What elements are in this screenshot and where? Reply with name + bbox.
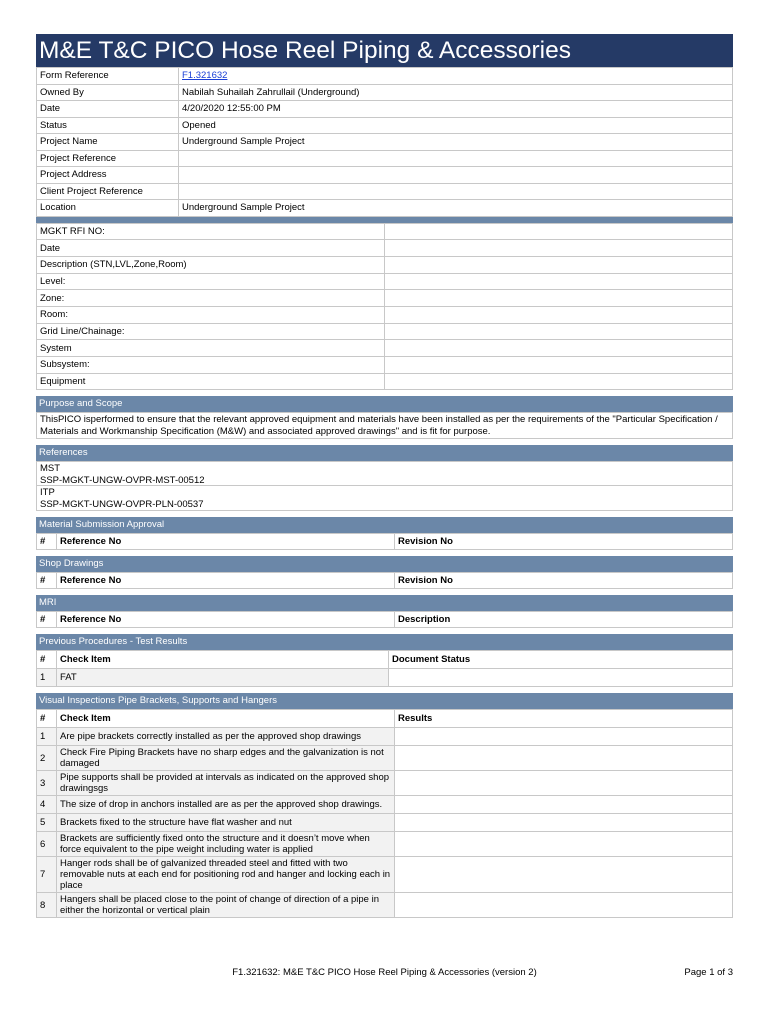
rfi-value: [385, 256, 733, 273]
visual-inspections-heading: Visual Inspections Pipe Brackets, Supports and Hangers: [36, 693, 733, 709]
table-row: [37, 669, 733, 687]
meta-label: Status: [37, 117, 179, 134]
rfi-table: [36, 223, 733, 391]
rfi-value: [385, 306, 733, 323]
table-row: [37, 728, 733, 746]
table-header-row: [37, 651, 733, 669]
rfi-label: Description (STN,LVL,Zone,Room): [37, 256, 385, 273]
rfi-row: [37, 273, 733, 290]
meta-value: [179, 183, 733, 200]
meta-label: Location: [37, 200, 179, 217]
rfi-value: [385, 340, 733, 357]
material-submission-table: [36, 533, 733, 550]
rfi-row: [37, 223, 733, 240]
meta-value: Underground Sample Project: [179, 200, 733, 217]
previous-procedures-table: [36, 650, 733, 687]
meta-value: Underground Sample Project: [179, 134, 733, 151]
rfi-label: Zone:: [37, 290, 385, 307]
references-section-heading: References: [36, 445, 733, 461]
table-row: [37, 832, 733, 857]
meta-label: Form Reference: [37, 68, 179, 85]
rfi-value: [385, 290, 733, 307]
rfi-label: Subsystem:: [37, 357, 385, 374]
rfi-row: [37, 256, 733, 273]
reference-type: MST: [40, 463, 61, 475]
rfi-value: [385, 223, 733, 240]
row-number: 8: [37, 893, 57, 918]
row-number: 7: [37, 857, 57, 893]
page-footer: [36, 967, 733, 979]
table-header-row: [37, 534, 733, 550]
column-header-number: #: [37, 612, 57, 628]
check-item: Brackets are sufficiently fixed onto the structure and it doesn’t move when force equivalent to the pipe weight including water is applied: [57, 832, 395, 857]
table-row: [37, 771, 733, 796]
rfi-value: [385, 373, 733, 390]
row-number: 1: [37, 728, 57, 746]
rfi-label: Date: [37, 240, 385, 257]
rfi-value: [385, 323, 733, 340]
material-submission-heading: Material Submission Approval: [36, 517, 733, 533]
row-number: 6: [37, 832, 57, 857]
reference-type: ITP: [40, 487, 55, 499]
reference-code: SSP-MGKT-UNGW-OVPR-MST-00512: [40, 474, 205, 486]
shop-drawings-table: [36, 572, 733, 589]
table-header-row: [37, 573, 733, 589]
meta-row: [37, 183, 733, 200]
table-row: [37, 746, 733, 771]
meta-value: Nabilah Suhailah Zahrullail (Underground): [179, 84, 733, 101]
meta-row: [37, 150, 733, 167]
rfi-label: System: [37, 340, 385, 357]
check-item: Check Fire Piping Brackets have no sharp edges and the galvanization is not damaged: [57, 746, 395, 771]
reference-item: [36, 486, 733, 511]
column-header-revision: Revision No: [395, 573, 733, 589]
column-header-description: Description: [395, 612, 733, 628]
column-header-reference: Reference No: [57, 534, 395, 550]
purpose-text: ThisPICO isperformed to ensure that the relevant approved equipment and materials have been installed as per the requirements of the "Particular Specification / Materials and Workmanship Specification (M&W) and associated approved drawings" and is fit for purpose.: [36, 412, 733, 439]
meta-row: [37, 134, 733, 151]
meta-row: [37, 117, 733, 134]
meta-label: Date: [37, 101, 179, 118]
reference-code: SSP-MGKT-UNGW-OVPR-PLN-00537: [40, 498, 204, 510]
meta-row: [37, 84, 733, 101]
rfi-row: [37, 306, 733, 323]
document-status-cell[interactable]: [389, 669, 733, 687]
row-number: 2: [37, 746, 57, 771]
result-cell[interactable]: [395, 857, 733, 893]
footer-page-number: Page 1 of 3: [684, 967, 733, 978]
rfi-row: [37, 323, 733, 340]
document-title: M&E T&C PICO Hose Reel Piping & Accessories: [36, 34, 733, 67]
previous-procedures-heading: Previous Procedures - Test Results: [36, 634, 733, 650]
meta-label: Project Address: [37, 167, 179, 184]
column-header-check-item: Check Item: [57, 710, 395, 728]
meta-label: Project Name: [37, 134, 179, 151]
meta-row: [37, 200, 733, 217]
rfi-row: [37, 357, 733, 374]
rfi-label: Grid Line/Chainage:: [37, 323, 385, 340]
column-header-number: #: [37, 573, 57, 589]
meta-row: [37, 101, 733, 118]
row-number: 1: [37, 669, 57, 687]
column-header-results: Results: [395, 710, 733, 728]
meta-label: Project Reference: [37, 150, 179, 167]
shop-drawings-heading: Shop Drawings: [36, 556, 733, 572]
result-cell[interactable]: [395, 728, 733, 746]
visual-inspections-table: [36, 709, 733, 918]
column-header-number: #: [37, 710, 57, 728]
check-item: Pipe supports shall be provided at intervals as indicated on the approved shop drawingsgs: [57, 771, 395, 796]
column-header-revision: Revision No: [395, 534, 733, 550]
check-item: Hanger rods shall be of galvanized threaded steel and fitted with two removable nuts at each end for positioning rod and hanger and locking each in place: [57, 857, 395, 893]
meta-value: [179, 167, 733, 184]
column-header-number: #: [37, 534, 57, 550]
rfi-label: Room:: [37, 306, 385, 323]
meta-row: [37, 68, 733, 85]
check-item: Are pipe brackets correctly installed as per the approved shop drawings: [57, 728, 395, 746]
mri-heading: MRI: [36, 595, 733, 611]
row-number: 3: [37, 771, 57, 796]
meta-label: Client Project Reference: [37, 183, 179, 200]
rfi-row: [37, 340, 733, 357]
column-header-check-item: Check Item: [57, 651, 389, 669]
mri-table: [36, 611, 733, 628]
column-header-number: #: [37, 651, 57, 669]
rfi-row: [37, 290, 733, 307]
row-number: 4: [37, 796, 57, 814]
purpose-section-heading: Purpose and Scope: [36, 396, 733, 412]
rfi-value: [385, 357, 733, 374]
result-cell[interactable]: [395, 771, 733, 796]
column-header-reference: Reference No: [57, 573, 395, 589]
meta-value: [179, 68, 733, 85]
form-reference-link[interactable]: F1.321632: [182, 70, 228, 82]
table-row: [37, 893, 733, 918]
rfi-row: [37, 373, 733, 390]
reference-item: [36, 461, 733, 486]
column-header-document-status: Document Status: [389, 651, 733, 669]
result-cell[interactable]: [395, 832, 733, 857]
meta-label: Owned By: [37, 84, 179, 101]
table-header-row: [37, 612, 733, 628]
form-meta-table: [36, 67, 733, 217]
meta-value: Opened: [179, 117, 733, 134]
check-item: The size of drop in anchors installed are as per the approved shop drawings.: [57, 796, 395, 814]
table-header-row: [37, 710, 733, 728]
footer-document-label: F1.321632: M&E T&C PICO Hose Reel Piping & Accessories (version 2): [232, 967, 537, 978]
table-row: [37, 814, 733, 832]
meta-value: 4/20/2020 12:55:00 PM: [179, 101, 733, 118]
result-cell[interactable]: [395, 796, 733, 814]
rfi-label: Equipment: [37, 373, 385, 390]
rfi-value: [385, 240, 733, 257]
result-cell[interactable]: [395, 814, 733, 832]
result-cell[interactable]: [395, 893, 733, 918]
rfi-label: Level:: [37, 273, 385, 290]
rfi-value: [385, 273, 733, 290]
rfi-row: [37, 240, 733, 257]
rfi-label: MGKT RFI NO:: [37, 223, 385, 240]
check-item: FAT: [57, 669, 389, 687]
table-row: [37, 857, 733, 893]
column-header-reference: Reference No: [57, 612, 395, 628]
check-item: Hangers shall be placed close to the point of change of direction of a pipe in either the horizontal or vertical plain: [57, 893, 395, 918]
result-cell[interactable]: [395, 746, 733, 771]
document-page: [36, 34, 733, 918]
table-row: [37, 796, 733, 814]
meta-value: [179, 150, 733, 167]
check-item: Brackets fixed to the structure have flat washer and nut: [57, 814, 395, 832]
meta-row: [37, 167, 733, 184]
row-number: 5: [37, 814, 57, 832]
